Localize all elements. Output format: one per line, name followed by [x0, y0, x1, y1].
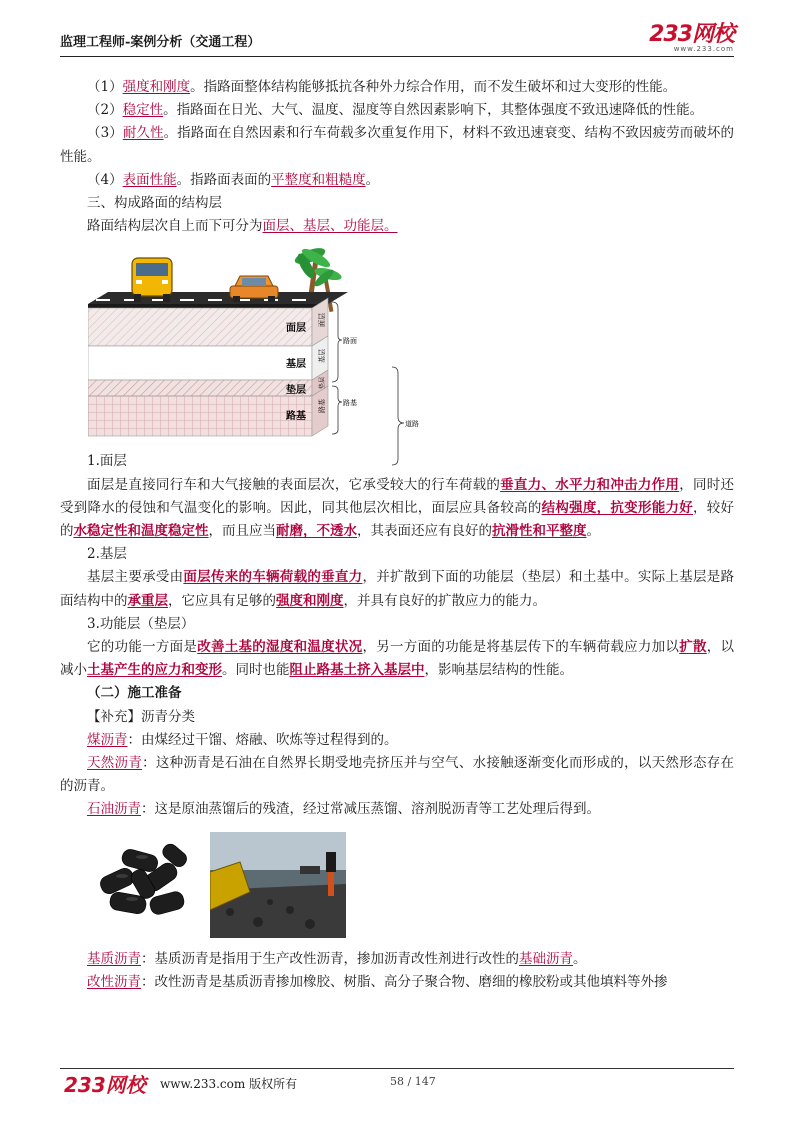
subheading-functional-layer: 3.功能层（垫层）: [87, 615, 195, 632]
brand-logo[interactable]: [649, 24, 734, 53]
car-icon: [230, 276, 278, 302]
side-label-surface: 面层: [318, 313, 326, 328]
paragraph-durability: （3）耐久性。指路面在自然因素和行车荷载多次重复作用下，材料不致迅速衰变、结构不致因疲劳而破坏的性能。: [60, 125, 735, 165]
asphalt-modified: 改性沥青：改性沥青是基质沥青掺加橡胶、树脂、高分子聚合物、磨细的橡胶粉或其他填料等外掺: [87, 973, 668, 990]
paragraph-layers-intro: 路面结构层次自上而下可分为面层、基层、功能层。: [87, 218, 398, 235]
brace-label-road: 道路: [405, 420, 419, 428]
document-body: [60, 76, 734, 994]
header-title: 监理工程师-案例分析（交通工程）: [60, 35, 261, 50]
bus-icon: [132, 258, 172, 302]
paragraph-stability: （2）稳定性。指路面在日光、大气、温度、湿度等自然因素影响下，其整体强度不致迅速降低的性能。: [87, 102, 704, 119]
paragraph-surface-layer: 面层是直接同行车和大气接触的表面层次，它承受较大的行车荷载的垂直力、水平力和冲击力作用，同时还受到降水的侵蚀和气温变化的影响。因此，同其他层次相比，面层应具备较高的结构强度，抗变形能力好，较好的水稳定性和温度稳定性，而且应当耐磨，不透水，其表面还应有良好的抗滑性和平整度。: [60, 476, 735, 540]
layer-label-cushion: 垫层: [286, 385, 306, 397]
pavement-structure-diagram: [88, 244, 358, 444]
paragraph-surface: （4）表面性能。指路面表面的平整度和粗糙度。: [87, 171, 380, 188]
subheading-base-layer: 2.基层: [87, 546, 127, 563]
road-surface: [88, 292, 348, 304]
brace-label-pavement: 路面: [343, 337, 357, 346]
asphalt-pellets-image: [92, 832, 198, 928]
page-header: [60, 22, 734, 57]
layer-label-surface: 面层: [286, 323, 306, 335]
supplement-heading: 【补充】沥青分类: [87, 708, 195, 725]
paragraph-strength: （1）强度和刚度。指路面整体结构能够抵抗各种外力综合作用，而不发生破坏和过大变形的性能。: [87, 79, 677, 95]
layer-label-base: 基层: [286, 359, 306, 371]
section-heading-layers: 三、构成路面的结构层: [87, 195, 222, 212]
side-label-cushion: 垫层: [319, 377, 326, 390]
logo-url: www.233.com: [673, 45, 734, 53]
asphalt-base: 基质沥青：基质沥青是指用于生产改性沥青，掺加沥青改性剂进行改性的基础沥青。: [87, 950, 587, 967]
footer-copyright: www.233.com 版权所有: [160, 1077, 298, 1091]
asphalt-petroleum: 石油沥青：这是原油蒸馏后的残渣，经过常减压蒸馏、溶剂脱沥青等工艺处理后得到。: [87, 801, 600, 818]
brace-label-subgrade: 路基: [343, 399, 357, 408]
footer-logo[interactable]: 233网校: [64, 1073, 146, 1097]
paragraph-functional-layer: 它的功能一方面是改善土基的湿度和温度状况，另一方面的功能是将基层传下的车辆荷载应力加以扩散，以减小土基产生的应力和变形。同时也能阻止路基土挤入基层中，影响基层结构的性能。: [60, 639, 735, 679]
road-brace: [390, 309, 450, 509]
asphalt-photos: [92, 832, 734, 938]
asphalt-paving-image: [210, 832, 346, 938]
asphalt-coal: 煤沥青：由煤经过干馏、熔融、吹炼等过程得到的。: [87, 731, 398, 748]
section-heading-preparation: （二）施工准备: [87, 685, 182, 702]
page-footer: [60, 1068, 734, 1097]
side-label-base: 基层: [318, 349, 326, 364]
logo-text: 233网校: [649, 22, 734, 47]
page-number: 58 / 147: [390, 1075, 436, 1088]
paragraph-base-layer: 基层主要承受由面层传来的车辆荷载的垂直力，并扩散到下面的功能层（垫层）和土基中。实际上基层是路面结构中的承重层，它应具有足够的强度和刚度，并具有良好的扩散应力的能力。: [60, 569, 735, 609]
subheading-surface-layer: 1.面层: [87, 453, 127, 470]
side-label-subgrade: 路基: [318, 399, 326, 414]
asphalt-natural: 天然沥青：这种沥青是石油在自然界长期受地壳挤压并与空气、水接触逐渐变化而形成的，以天然形态存在的沥青。: [60, 755, 735, 795]
layer-label-subgrade: 路基: [286, 411, 306, 423]
